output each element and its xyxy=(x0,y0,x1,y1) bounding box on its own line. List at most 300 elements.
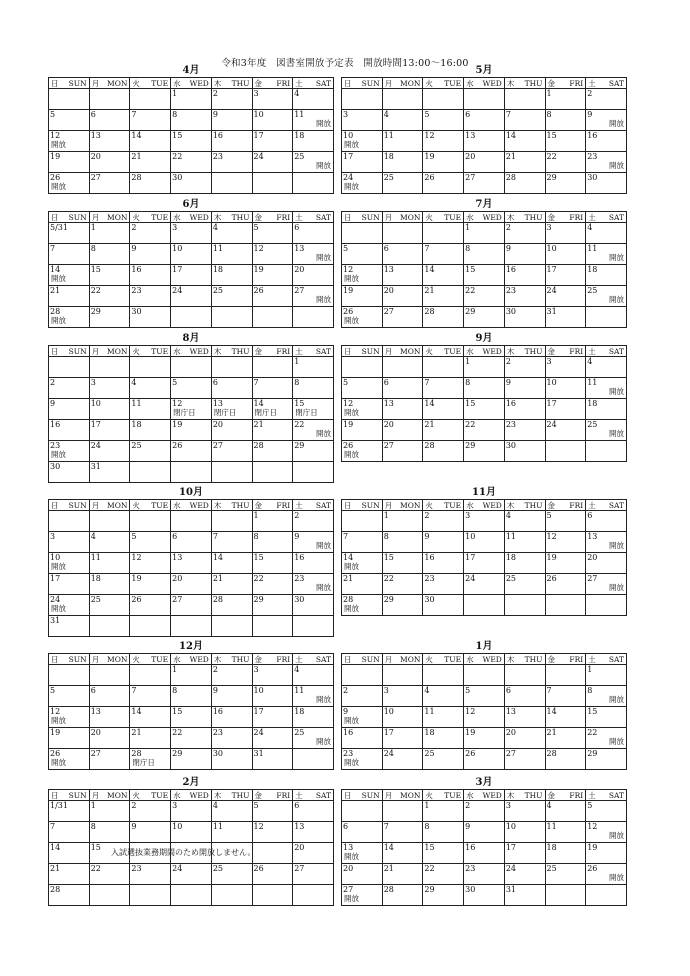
day-number: 5 xyxy=(50,110,56,119)
day-number: 13 xyxy=(294,822,305,831)
day-cell xyxy=(464,173,505,194)
day-note: 開放 xyxy=(344,852,359,861)
weekday-ja: 火 xyxy=(132,212,140,222)
day-cell xyxy=(130,574,171,595)
day-number: 13 xyxy=(212,399,223,408)
day-number: 24 xyxy=(253,152,264,161)
day-number: 23 xyxy=(587,152,598,161)
day-cell xyxy=(464,749,505,770)
day-number: 1 xyxy=(465,357,471,366)
weekday-en: WED xyxy=(189,346,209,356)
day-cell xyxy=(504,286,545,307)
weekday-en: MON xyxy=(400,790,421,800)
day-cell xyxy=(464,801,505,822)
day-cell xyxy=(586,707,627,728)
weekday-ja: 金 xyxy=(254,346,263,356)
day-cell xyxy=(545,885,586,906)
month-title: 1月 xyxy=(475,641,493,652)
day-number: 21 xyxy=(131,728,142,737)
day-cell xyxy=(382,265,423,286)
day-number: 6 xyxy=(212,378,218,387)
day-cell xyxy=(504,357,545,378)
weekday-ja: 木 xyxy=(506,790,515,800)
day-number: 23 xyxy=(505,286,516,295)
weekday-header xyxy=(211,346,252,357)
day-cell xyxy=(423,728,464,749)
day-cell xyxy=(342,131,383,152)
day-cell xyxy=(504,822,545,843)
day-note: 開放 xyxy=(51,140,66,149)
week-row xyxy=(49,574,334,595)
day-number: 17 xyxy=(50,574,61,583)
month-calendar xyxy=(48,487,334,637)
weekday-ja: 火 xyxy=(132,346,140,356)
weekday-header xyxy=(293,78,334,89)
day-cell xyxy=(464,399,505,420)
day-note: 閉庁日 xyxy=(173,408,196,417)
day-number: 3 xyxy=(253,665,259,674)
day-number: 24 xyxy=(172,864,183,873)
day-cell xyxy=(49,265,90,286)
day-note: 閉庁日 xyxy=(295,408,318,417)
day-cell xyxy=(342,378,383,399)
weekday-en: TUE xyxy=(151,654,169,664)
day-cell xyxy=(293,89,334,110)
weekday-ja: 火 xyxy=(425,500,433,510)
weekday-ja: 水 xyxy=(466,654,474,664)
day-cell xyxy=(423,110,464,131)
day-cell xyxy=(130,749,171,770)
day-cell xyxy=(130,223,171,244)
weekday-en: MON xyxy=(107,78,128,88)
day-note: 開放 xyxy=(51,758,66,767)
day-cell xyxy=(211,131,252,152)
month-calendar xyxy=(341,333,627,462)
day-cell xyxy=(504,553,545,574)
day-number: 25 xyxy=(90,595,101,604)
weekday-en: SAT xyxy=(608,790,624,800)
day-cell xyxy=(49,532,90,553)
day-cell xyxy=(171,885,212,906)
day-note: 開放 xyxy=(316,737,331,746)
day-cell xyxy=(504,265,545,286)
day-number: 22 xyxy=(253,574,264,583)
month-calendar xyxy=(48,65,334,194)
day-cell xyxy=(211,223,252,244)
day-number: 23 xyxy=(212,152,223,161)
day-cell xyxy=(130,822,171,843)
day-cell xyxy=(252,843,293,864)
day-number: 16 xyxy=(343,728,354,737)
weekday-ja: 日 xyxy=(51,212,59,222)
weekday-ja: 日 xyxy=(344,654,352,664)
month-table xyxy=(341,789,627,906)
day-note: 開放 xyxy=(344,894,359,903)
day-cell xyxy=(89,511,130,532)
day-cell xyxy=(252,89,293,110)
day-number: 19 xyxy=(546,553,557,562)
weekday-header xyxy=(504,790,545,801)
day-number: 2 xyxy=(424,511,430,520)
day-cell xyxy=(382,244,423,265)
day-cell xyxy=(211,749,252,770)
day-cell xyxy=(504,707,545,728)
weekday-header-row xyxy=(342,212,627,223)
weekday-ja: 火 xyxy=(132,790,140,800)
day-cell xyxy=(545,265,586,286)
day-number: 7 xyxy=(131,110,137,119)
weekday-ja: 土 xyxy=(588,78,596,88)
day-number: 5 xyxy=(343,378,349,387)
day-cell xyxy=(423,532,464,553)
weekday-header xyxy=(586,654,627,665)
weekday-header-row xyxy=(49,346,334,357)
week-row xyxy=(49,152,334,173)
day-cell xyxy=(342,265,383,286)
day-number: 26 xyxy=(172,441,183,450)
february-closure-note: 入試選抜業務期間のため開放しません。 xyxy=(111,848,256,857)
weekday-header xyxy=(586,790,627,801)
day-cell xyxy=(130,173,171,194)
day-cell xyxy=(464,378,505,399)
day-cell xyxy=(89,441,130,462)
weekday-header xyxy=(342,346,383,357)
day-number: 8 xyxy=(253,532,259,541)
day-note: 開放 xyxy=(344,316,359,325)
day-cell xyxy=(252,574,293,595)
day-number: 17 xyxy=(90,420,101,429)
weekday-header xyxy=(49,790,90,801)
day-number: 28 xyxy=(383,885,394,894)
day-cell xyxy=(49,378,90,399)
day-number: 7 xyxy=(424,244,430,253)
day-cell xyxy=(89,265,130,286)
weekday-header xyxy=(252,346,293,357)
day-number: 11 xyxy=(587,378,598,387)
weekday-en: SUN xyxy=(68,654,87,664)
day-number: 17 xyxy=(546,399,557,408)
day-note: 開放 xyxy=(344,562,359,571)
day-cell xyxy=(89,616,130,637)
day-cell xyxy=(252,399,293,420)
weekday-ja: 月 xyxy=(91,346,100,356)
month-table xyxy=(341,499,627,616)
day-number: 14 xyxy=(131,131,142,140)
day-cell xyxy=(504,441,545,462)
week-row xyxy=(49,532,334,553)
month-calendar xyxy=(48,641,334,770)
day-number: 30 xyxy=(424,595,435,604)
day-number: 20 xyxy=(172,574,183,583)
day-cell xyxy=(464,244,505,265)
day-cell xyxy=(586,399,627,420)
weekday-header-row xyxy=(342,78,627,89)
day-number: 2 xyxy=(505,223,511,232)
day-cell xyxy=(342,357,383,378)
month-title: 12月 xyxy=(179,641,203,652)
day-number: 17 xyxy=(546,265,557,274)
day-number: 11 xyxy=(90,553,101,562)
weekday-header xyxy=(293,654,334,665)
week-row xyxy=(342,885,627,906)
weekday-ja: 土 xyxy=(588,790,596,800)
day-number: 26 xyxy=(465,749,476,758)
day-number: 15 xyxy=(424,843,435,852)
day-number: 24 xyxy=(50,595,61,604)
day-cell xyxy=(545,244,586,265)
day-note: 開放 xyxy=(316,541,331,550)
day-cell xyxy=(423,553,464,574)
weekday-en: SAT xyxy=(315,346,331,356)
weekday-en: WED xyxy=(482,78,502,88)
day-cell xyxy=(342,511,383,532)
weekday-en: SUN xyxy=(68,78,87,88)
day-cell xyxy=(464,665,505,686)
day-cell xyxy=(211,399,252,420)
weekday-en: SUN xyxy=(361,346,380,356)
day-number: 26 xyxy=(131,595,142,604)
day-number: 11 xyxy=(424,707,435,716)
day-number: 18 xyxy=(424,728,435,737)
weekday-ja: 木 xyxy=(213,790,222,800)
day-note: 開放 xyxy=(609,583,624,592)
day-number: 10 xyxy=(343,131,354,140)
day-cell xyxy=(504,420,545,441)
month-table xyxy=(48,211,334,328)
weekday-header xyxy=(464,790,505,801)
day-cell xyxy=(89,307,130,328)
day-cell xyxy=(211,462,252,483)
weekday-en: FRI xyxy=(276,790,291,800)
day-number: 18 xyxy=(587,399,598,408)
day-cell xyxy=(171,357,212,378)
day-cell xyxy=(49,843,90,864)
weekday-header xyxy=(252,212,293,223)
day-cell xyxy=(49,399,90,420)
day-cell xyxy=(293,420,334,441)
weekday-en: TUE xyxy=(151,78,169,88)
day-cell xyxy=(545,307,586,328)
day-note: 開放 xyxy=(609,695,624,704)
week-row xyxy=(342,89,627,110)
weekday-ja: 月 xyxy=(91,78,100,88)
day-cell xyxy=(504,110,545,131)
weekday-en: TUE xyxy=(151,790,169,800)
weekday-ja: 土 xyxy=(295,790,303,800)
weekday-header xyxy=(293,212,334,223)
day-cell xyxy=(545,553,586,574)
day-cell xyxy=(382,686,423,707)
day-cell xyxy=(423,265,464,286)
week-row xyxy=(342,244,627,265)
day-cell xyxy=(545,665,586,686)
day-number: 23 xyxy=(131,286,142,295)
weekday-en: TUE xyxy=(151,500,169,510)
day-number: 7 xyxy=(253,378,259,387)
day-number: 30 xyxy=(50,462,61,471)
day-number: 15 xyxy=(172,707,183,716)
weekday-header xyxy=(252,78,293,89)
weekday-header xyxy=(382,654,423,665)
month-title: 10月 xyxy=(179,487,203,498)
day-cell xyxy=(464,441,505,462)
day-cell xyxy=(382,152,423,173)
day-number: 21 xyxy=(505,152,516,161)
day-cell xyxy=(89,749,130,770)
day-number: 6 xyxy=(465,110,471,119)
day-cell xyxy=(252,553,293,574)
day-cell xyxy=(586,801,627,822)
weekday-header xyxy=(211,78,252,89)
day-cell xyxy=(49,420,90,441)
day-number: 24 xyxy=(253,728,264,737)
weekday-header xyxy=(382,212,423,223)
day-cell xyxy=(464,265,505,286)
day-number: 19 xyxy=(587,843,598,852)
weekday-en: TUE xyxy=(444,78,462,88)
day-cell xyxy=(293,286,334,307)
day-cell xyxy=(504,131,545,152)
day-note: 閉庁日 xyxy=(132,758,155,767)
day-number: 9 xyxy=(212,686,218,695)
day-note: 閉庁日 xyxy=(254,408,278,417)
day-cell xyxy=(49,173,90,194)
day-cell xyxy=(504,532,545,553)
day-number: 1 xyxy=(90,223,96,232)
weekday-header xyxy=(211,654,252,665)
month-table xyxy=(341,345,627,462)
weekday-ja: 水 xyxy=(173,346,181,356)
day-cell xyxy=(504,378,545,399)
weekday-en: TUE xyxy=(151,346,169,356)
day-cell xyxy=(423,244,464,265)
day-number: 27 xyxy=(90,749,101,758)
week-row xyxy=(49,864,334,885)
day-number: 30 xyxy=(505,441,516,450)
day-cell xyxy=(464,511,505,532)
day-number: 18 xyxy=(294,131,305,140)
weekday-header xyxy=(49,654,90,665)
day-cell xyxy=(252,173,293,194)
day-number: 29 xyxy=(587,749,598,758)
month-title: 5月 xyxy=(475,65,493,76)
day-number: 22 xyxy=(90,286,101,295)
day-cell xyxy=(89,462,130,483)
day-cell xyxy=(382,89,423,110)
day-cell xyxy=(49,462,90,483)
day-number: 25 xyxy=(587,420,598,429)
day-note: 開放 xyxy=(609,253,624,262)
day-note: 開放 xyxy=(344,182,359,191)
week-row xyxy=(49,511,334,532)
weekday-header xyxy=(342,654,383,665)
day-cell xyxy=(49,131,90,152)
week-row xyxy=(49,286,334,307)
month-table xyxy=(341,211,627,328)
day-number: 15 xyxy=(294,399,305,408)
weekday-ja: 水 xyxy=(466,78,474,88)
day-number: 9 xyxy=(587,110,593,119)
day-cell xyxy=(211,801,252,822)
weekday-en: MON xyxy=(400,654,421,664)
day-cell xyxy=(342,441,383,462)
day-number: 26 xyxy=(424,173,435,182)
day-number: 31 xyxy=(546,307,557,316)
day-cell xyxy=(130,265,171,286)
day-cell xyxy=(171,420,212,441)
day-cell xyxy=(504,665,545,686)
week-row xyxy=(49,616,334,637)
day-cell xyxy=(89,595,130,616)
day-number: 29 xyxy=(383,595,394,604)
day-number: 10 xyxy=(172,244,183,253)
weekday-header xyxy=(423,790,464,801)
week-row xyxy=(342,864,627,885)
day-number: 8 xyxy=(587,686,593,695)
day-number: 14 xyxy=(50,843,61,852)
day-number: 4 xyxy=(587,223,593,232)
day-cell xyxy=(293,749,334,770)
day-cell xyxy=(49,885,90,906)
day-number: 13 xyxy=(587,532,598,541)
day-number: 31 xyxy=(505,885,516,894)
week-row xyxy=(49,885,334,906)
weekday-header-row xyxy=(342,654,627,665)
day-number: 28 xyxy=(131,173,142,182)
day-cell xyxy=(382,173,423,194)
day-note: 開放 xyxy=(316,583,331,592)
day-cell xyxy=(252,110,293,131)
weekday-ja: 金 xyxy=(547,500,556,510)
weekday-header xyxy=(171,654,212,665)
day-number: 30 xyxy=(172,173,183,182)
day-cell xyxy=(586,822,627,843)
day-cell xyxy=(423,686,464,707)
day-number: 24 xyxy=(546,286,557,295)
weekday-header xyxy=(49,500,90,511)
day-number: 21 xyxy=(424,286,435,295)
day-number: 3 xyxy=(383,686,389,695)
weekday-header xyxy=(89,212,130,223)
day-cell xyxy=(504,843,545,864)
day-cell xyxy=(89,378,130,399)
day-number: 26 xyxy=(343,307,354,316)
day-number: 26 xyxy=(343,441,354,450)
day-number: 10 xyxy=(546,244,557,253)
day-number: 27 xyxy=(294,286,305,295)
day-cell xyxy=(382,378,423,399)
day-number: 25 xyxy=(424,749,435,758)
day-cell xyxy=(293,441,334,462)
weekday-en: MON xyxy=(400,78,421,88)
day-number: 16 xyxy=(212,707,223,716)
weekday-header xyxy=(211,500,252,511)
day-cell xyxy=(293,532,334,553)
day-number: 18 xyxy=(131,420,142,429)
day-cell xyxy=(586,152,627,173)
day-cell xyxy=(211,244,252,265)
weekday-en: TUE xyxy=(151,212,169,222)
day-number: 25 xyxy=(131,441,142,450)
weekday-ja: 日 xyxy=(344,212,352,222)
week-row xyxy=(49,728,334,749)
day-number: 26 xyxy=(587,864,598,873)
weekday-en: FRI xyxy=(276,78,291,88)
day-number: 12 xyxy=(131,553,142,562)
day-cell xyxy=(252,152,293,173)
day-number: 29 xyxy=(253,595,264,604)
day-number: 23 xyxy=(343,749,354,758)
